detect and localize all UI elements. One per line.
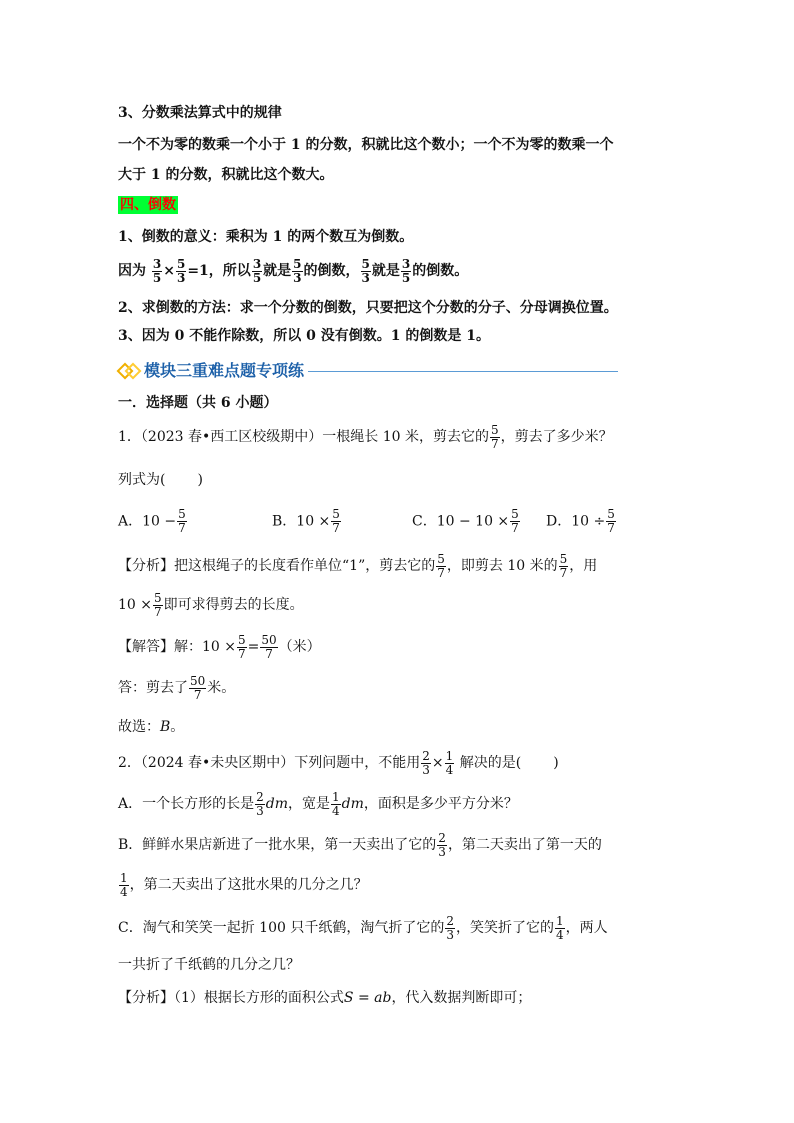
denominator: 3 [446,927,454,942]
denominator: 5 [401,270,411,285]
section4-item3 [118,326,490,346]
section3-heading-text: 3、分数乘法算式中的规律 [118,105,282,121]
denominator: 4 [120,884,128,899]
q2-option-c-text: ，两人 [565,920,608,936]
times-sign: × [163,263,175,279]
q1-stem-text: ，剪去了多少米？ [500,429,613,445]
fraction [437,832,447,859]
q2-option-a[interactable] [118,789,518,819]
numerator: 5 [607,507,615,521]
numerator: 5 [176,256,186,271]
denominator: 7 [193,687,202,702]
numerator: 1 [332,789,340,804]
numerator: 2 [256,789,264,804]
fraction [292,258,302,285]
q1-choice-end: 。 [170,719,185,735]
q1-solution-expr: 10 × [202,639,236,655]
double-diamond-icon [118,360,140,378]
q2-option-a-text: ，面积是多少平方分米？ [363,796,518,812]
numerator: 1 [120,870,128,885]
q1-option-a[interactable] [118,508,188,535]
q1-choice-label: 故选： [118,719,160,735]
q1-list-text: 列式为( [118,472,166,488]
section4-item2 [118,298,618,318]
reciprocal-example [118,256,468,286]
example-text: 因为 [118,263,146,279]
q1-stem [118,422,613,452]
q2-option-c-line2 [118,955,300,975]
q1-option-c[interactable] [412,508,521,535]
part1-title [118,393,278,413]
example-text: 的倒数， [303,263,360,279]
fraction [119,872,129,899]
fraction [445,750,455,777]
part1-title-text: 一．选择题（共 6 小题） [118,395,278,411]
section4-badge-row [118,195,178,215]
fraction [260,634,277,661]
fraction [152,258,162,285]
fraction [421,750,431,777]
section4-item1 [118,227,413,247]
section3-text-line2 [118,165,334,185]
fraction [490,424,500,451]
q1-solution [118,632,321,662]
fraction [331,791,341,818]
denominator: 7 [154,604,162,619]
q1-list-prompt [118,470,203,490]
fraction [252,258,262,285]
numerator: 1 [445,748,454,763]
numerator: 5 [178,507,186,521]
fraction [401,258,411,285]
q2-stem-close: ) [553,755,559,771]
denominator: 4 [332,803,340,818]
fraction [436,553,446,580]
q2-stem [118,748,559,778]
section3-heading [118,103,282,123]
q1-list-close: ) [197,472,203,488]
q2-option-b[interactable] [118,830,602,860]
fraction [177,508,187,535]
fraction [189,675,206,702]
denominator: 7 [178,521,186,535]
numerator: 5 [332,507,340,521]
numerator: 3 [252,256,262,271]
numerator: 5 [238,632,246,647]
option-expr: 10 − 10 × [436,513,510,530]
fraction [255,791,265,818]
option-expr: 10 × [296,513,331,530]
numerator: 2 [438,830,446,845]
denominator: 3 [176,270,186,285]
fraction [445,915,455,942]
numerator: 3 [401,256,411,271]
fraction [606,508,616,535]
q2-stem-text: 2．（2024 春•未央区期中）下列问题中，不能用 [118,755,421,771]
q2-option-a-text: ，宽是 [288,796,331,812]
q1-answer [118,673,235,703]
q1-choice-letter: B [160,719,171,735]
fraction [559,553,569,580]
q1-analysis-text: ，用 [569,558,598,574]
q2-option-b-text: ，第二天卖出了第一天的 [447,837,602,853]
section4-item2-text: 2、求倒数的方法：求一个分数的倒数，只要把这个分数的分子、分母调换位置。 [118,300,618,316]
numerator: 2 [422,748,430,763]
area-formula: S = ab [343,990,392,1006]
denominator: 7 [607,521,615,535]
fraction [361,258,371,285]
denominator: 7 [559,565,568,580]
fraction [510,508,520,535]
q2-analysis-text: 【分析】（1）根据长方形的面积公式 [118,990,344,1006]
denominator: 7 [511,521,519,535]
numerator: 5 [559,551,568,566]
module-header [118,357,618,381]
q1-answer-text: 米。 [207,680,236,696]
example-text: 就是 [371,263,400,279]
option-expr: 10 ÷ [571,513,606,530]
numerator: 5 [511,507,519,521]
denominator: 3 [361,270,370,285]
numerator: 1 [555,913,564,928]
denominator: 7 [332,521,340,535]
fraction [237,634,247,661]
q2-option-c-text: C．淘气和笑笑一起折 100 只千纸鹤，淘气折了它的 [118,920,445,936]
denominator: 3 [438,844,446,859]
section4-item3-text: 3、因为 0 不能作除数，所以 0 没有倒数。1 的倒数是 1。 [118,328,490,344]
numerator: 5 [154,590,162,605]
q1-analysis-text: ，即剪去 10 米的 [446,558,558,574]
q2-analysis [118,988,531,1008]
q1-solution-label: 【解答】解： [118,639,202,655]
numerator: 3 [152,256,162,271]
q1-analysis-text: 【分析】把这根绳子的长度看作单位“1”，剪去它的 [118,558,436,574]
numerator: 50 [190,673,206,688]
q2-stem-text: 解决的是( [455,755,522,771]
q1-stem-text: 1．（2023 春•西工区校级期中）一根绳长 10 米，剪去它的 [118,429,489,445]
numerator: 5 [361,256,370,271]
denominator: 5 [252,270,262,285]
numerator: 5 [490,422,499,437]
module-divider [308,371,618,372]
option-label: C． [412,513,437,530]
q2-option-c[interactable] [118,913,608,943]
example-text: 就是 [263,263,292,279]
denominator: 3 [293,270,302,285]
section3-text2: 大于 1 的分数，积就比这个数大。 [118,167,334,183]
q1-option-d[interactable] [546,508,617,535]
denominator: 7 [265,646,273,661]
unit-dm: dm [341,796,364,812]
denominator: 7 [437,565,445,580]
option-label: A． [118,513,143,530]
unit-dm: dm [265,796,289,812]
q2-option-c-text: ，笑笑折了它的 [455,920,554,936]
module-title: 模块三重难点题专项练 [144,360,305,380]
fraction [331,508,341,535]
q1-answer-text: 答：剪去了 [118,680,188,696]
q1-analysis-expr: 10 × [118,597,152,613]
q1-analysis [118,551,597,581]
equals-sign: = [247,639,260,655]
section4-item1-text: 1、倒数的意义：乘积为 1 的两个数互为倒数。 [118,229,414,245]
denominator: 7 [490,436,499,451]
denominator: 4 [445,762,454,777]
section3-text-line1 [118,135,614,155]
fraction [555,915,565,942]
q1-solution-unit: （米） [278,639,321,655]
denominator: 7 [238,646,246,661]
q1-choice [118,717,184,737]
q2-option-b-text: B．鲜鲜水果店新进了一批水果，第一天卖出了它的 [118,837,437,853]
option-label: D． [546,513,572,530]
option-expr: 10 − [142,513,177,530]
q1-analysis-line2 [118,590,304,620]
section3-text1: 一个不为零的数乘一个小于 1 的分数，积就比这个数小；一个不为零的数乘一个 [118,137,614,153]
section4-badge: 四、倒数 [120,197,176,213]
denominator: 4 [555,927,564,942]
q2-option-a-text: A．一个长方形的长是 [118,796,255,812]
numerator: 5 [293,256,302,271]
q2-option-b-text: ，第二天卖出了这批水果的几分之几？ [129,877,368,893]
fraction [176,258,186,285]
numerator: 2 [446,913,454,928]
q2-option-c-text: 一共折了千纸鹤的几分之几？ [118,957,300,973]
denominator: 5 [152,270,162,285]
q1-option-b[interactable] [272,508,342,535]
q1-analysis-text: 即可求得剪去的长度。 [163,597,304,613]
denominator: 3 [256,803,264,818]
times-sign: × [431,755,444,771]
numerator: 50 [261,632,277,647]
q2-option-b-line2 [118,870,368,900]
fraction [153,592,163,619]
example-text: =1，所以 [187,263,251,279]
option-label: B． [272,513,297,530]
numerator: 5 [437,551,445,566]
q2-analysis-text: ，代入数据判断即可； [391,990,532,1006]
denominator: 3 [422,762,430,777]
example-text: 的倒数。 [412,263,469,279]
